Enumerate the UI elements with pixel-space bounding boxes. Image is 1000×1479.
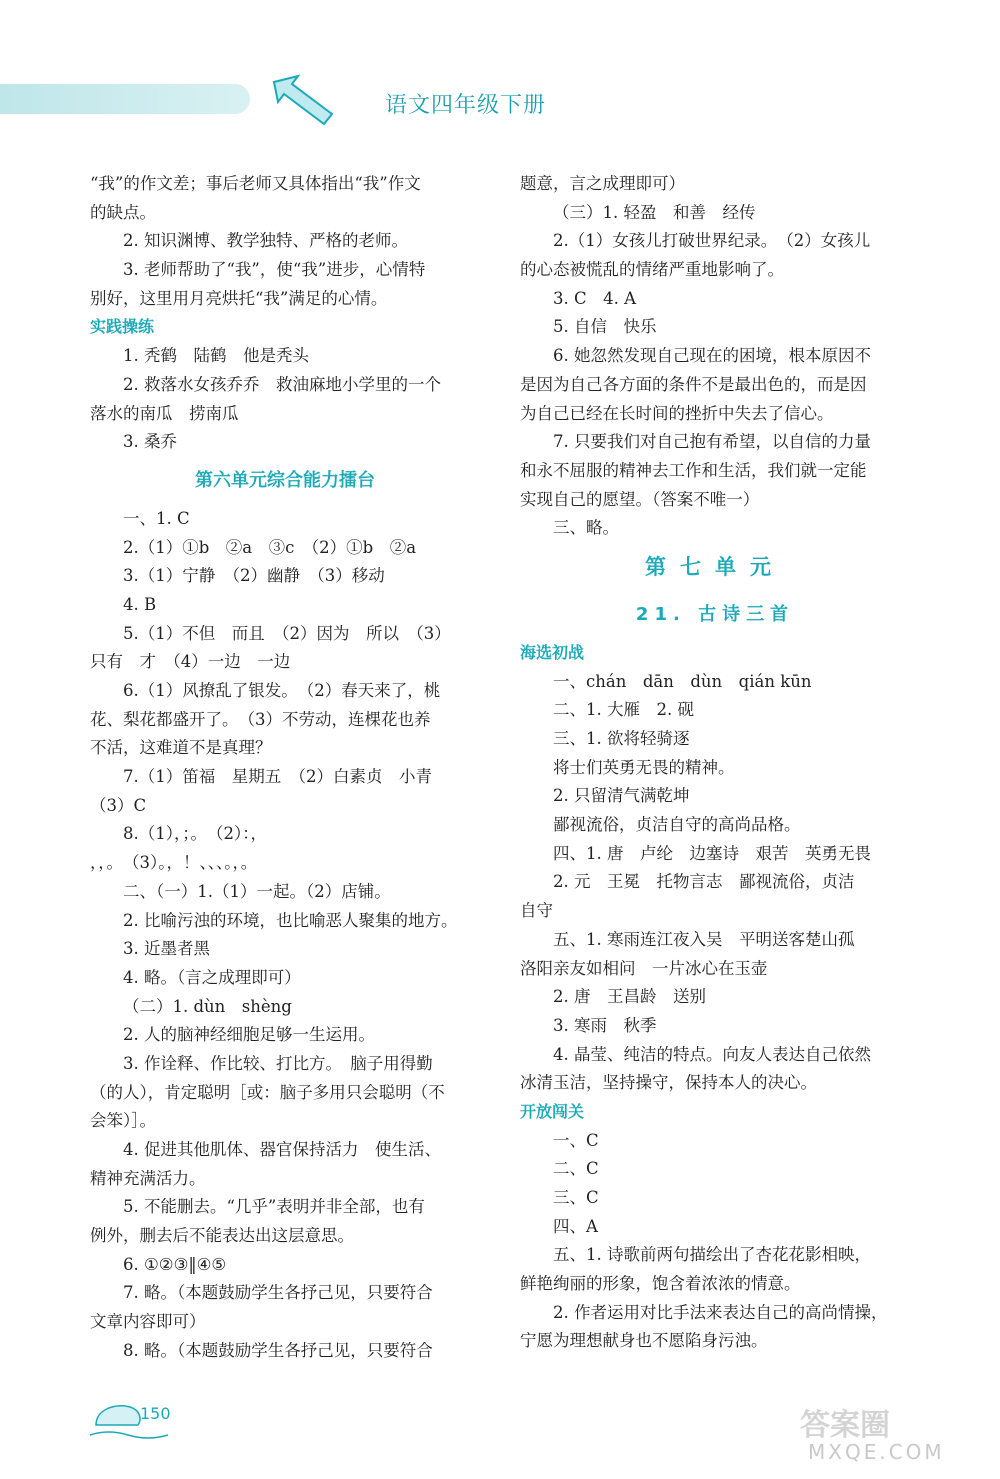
text-line: 实现自己的愿望。（答案不唯一） — [520, 489, 760, 509]
text-line: 3.（1）宁静 （2）幽静 （3）移动 — [123, 566, 385, 586]
text-line: 二、1. 大雁 2. 砚 — [553, 700, 694, 720]
text-line: 会笨）］。 — [90, 1111, 156, 1131]
watermark-url: MXQE.COM — [808, 1440, 945, 1464]
text-line: “我”的作文差；事后老师又具体指出“我”作文 — [90, 174, 421, 193]
text-line: 3. 老师帮助了“我”，使“我”进步，心情特 — [123, 260, 426, 280]
text-line: 4. 略。（言之成理即可） — [123, 967, 301, 987]
text-line: ，，。 （3）。，！、、、。，。 — [90, 853, 258, 873]
text-line: 2. 作者运用对比手法来表达自己的高尚情操， — [553, 1302, 888, 1322]
text-line: 四、1. 唐 卢纶 边塞诗 艰苦 英勇无畏 — [553, 843, 871, 863]
text-line: 为自己已经在长时间的挫折中失去了信心。 — [520, 403, 834, 423]
page-number: 150 — [140, 1404, 171, 1423]
text-line: 5. 不能删去。“几乎”表明并非全部，也有 — [123, 1197, 425, 1217]
text-line: 1. 秃鹤 陆鹤 他是秃头 — [123, 346, 309, 366]
watermark-logo: 答案圈 — [800, 1408, 890, 1443]
right-column — [520, 170, 910, 1356]
text-line: 自守 — [520, 901, 553, 921]
text-line: 2. 元 王冕 托物言志 鄙视流俗，贞洁 — [553, 872, 855, 892]
text-line: 例外，删去后不能表达出这层意思。 — [90, 1226, 354, 1246]
text-line: 洛阳亲友如相问 一片冰心在玉壶 — [520, 958, 768, 978]
unit-title: 第六单元综合能力擂台 — [195, 469, 375, 491]
text-line: 三、略。 — [553, 518, 619, 538]
text-line: 7.（1）笛福 星期五 （2）白素贞 小青 — [123, 767, 432, 787]
text-line: 三、1. 欲将轻骑逐 — [553, 729, 690, 748]
text-line: 四、A — [553, 1216, 598, 1236]
lesson-title: 21. 古诗三首 — [635, 603, 795, 625]
text-line: （三）1. 轻盈 和善 经传 — [553, 202, 756, 222]
text-line: 只有 才 （4）一边 一边 — [90, 652, 291, 672]
text-line: 精神充满活力。 — [90, 1168, 206, 1188]
text-line: 6. 她忽然发现自己现在的困境，根本原因不 — [553, 346, 871, 366]
text-line: 一、1. C — [123, 508, 190, 528]
section-heading: 海选初战 — [520, 642, 585, 662]
text-line: 将士们英勇无畏的精神。 — [553, 757, 735, 777]
text-line: 3. 寒雨 秋季 — [553, 1015, 657, 1035]
text-line: 3. C 4. A — [553, 288, 637, 308]
text-line: 2. 比喻污浊的环境，也比喻恶人聚集的地方。 — [123, 910, 458, 930]
text-line: 5.（1）不但 而且 （2）因为 所以 （3） — [123, 623, 451, 643]
text-line: 鲜艳绚丽的形象，饱含着浓浓的情意。 — [520, 1274, 801, 1294]
text-line: 是因为自己各方面的条件不是最出色的，而是因 — [520, 374, 867, 394]
text-line: 2. 救落水女孩乔乔 救油麻地小学里的一个 — [123, 374, 441, 394]
text-line: 二、（一）1.（1）一起。（2）店铺。 — [123, 881, 391, 901]
text-line: 2. 人的脑神经细胞足够一生运用。 — [123, 1025, 375, 1045]
text-line: 一、chán dān dùn qián kūn — [553, 671, 812, 691]
text-line: 五、1. 寒雨连江夜入吴 平明送客楚山孤 — [553, 929, 855, 949]
text-line: 落水的南瓜 捞南瓜 — [90, 403, 239, 423]
text-line: 4. 促进其他肌体、器官保持活力 使生活、 — [123, 1140, 441, 1159]
text-line: （的人），肯定聪明［或：脑子多用只会聪明（不 — [90, 1082, 445, 1102]
text-line: 2.（1）①b ②a ③c （2）①b ②a — [123, 537, 417, 557]
text-line: 7. 略。（本题鼓励学生各抒己见，只要符合 — [123, 1283, 433, 1303]
text-line: 4. 晶莹、纯洁的特点。向友人表达自己依然 — [553, 1044, 871, 1064]
text-line: 3. 桑乔 — [123, 432, 177, 452]
text-line: 不活，这难道不是真理？ — [90, 738, 272, 758]
section-heading: 开放闯关 — [520, 1101, 585, 1121]
text-line: （二）1. dùn shèng — [123, 996, 292, 1016]
text-line: 3. 近墨者黑 — [123, 939, 210, 959]
text-line: 4. B — [123, 594, 157, 614]
text-line: 一、C — [553, 1130, 599, 1150]
text-line: 的心态被慌乱的情绪严重地影响了。 — [520, 260, 784, 280]
text-line: 三、C — [553, 1188, 599, 1207]
header-title: 语文四年级下册 — [385, 93, 547, 118]
section-heading: 实践操练 — [90, 317, 155, 337]
text-line: 8. 略。（本题鼓励学生各抒己见，只要符合 — [123, 1340, 433, 1360]
arrow-icon — [268, 72, 338, 132]
text-line: 别好，这里用月亮烘托“我”满足的心情。 — [90, 288, 388, 308]
text-line: 6. ①②③‖④⑤ — [123, 1254, 227, 1274]
text-line: 5. 自信 快乐 — [553, 317, 657, 337]
text-line: 鄙视流俗，贞洁自守的高尚品格。 — [553, 815, 801, 835]
header-decoration-band — [0, 84, 250, 114]
text-line: 和永不屈服的精神去工作和生活，我们就一定能 — [520, 460, 867, 480]
text-line: 7. 只要我们对自己抱有希望，以自信的力量 — [553, 432, 871, 452]
text-line: 3. 作诠释、作比较、打比方。 脑子用得勤 — [123, 1053, 433, 1073]
unit-title: 第七单元 — [645, 554, 785, 579]
text-line: 冰清玉洁，坚持操守，保持本人的决心。 — [520, 1073, 817, 1093]
text-line: （3）C — [90, 795, 147, 815]
text-line: 宁愿为理想献身也不愿陷身污浊。 — [520, 1331, 768, 1351]
text-line: 2. 知识渊博、教学独特、严格的老师。 — [123, 231, 408, 251]
text-line: 2. 唐 王昌龄 送别 — [553, 987, 706, 1007]
text-line: 2. 只留清气满乾坤 — [553, 786, 690, 806]
text-line: 文章内容即可） — [90, 1312, 206, 1332]
text-line: 的缺点。 — [90, 202, 156, 222]
text-line: 8.（1），；。 （2）：， — [123, 824, 267, 844]
text-line: 2.（1）女孩儿打破世界纪录。 （2）女孩儿 — [553, 231, 871, 251]
text-line: 6.（1）风撩乱了银发。 （2）春天来了，桃 — [123, 681, 441, 700]
text-line: 花、梨花都盛开了。 （3）不劳动，连棵花也养 — [90, 709, 431, 729]
text-line: 二、C — [553, 1159, 599, 1179]
left-column — [90, 170, 480, 1366]
text-line: 题意，言之成理即可） — [520, 174, 685, 193]
text-line: 五、1. 诗歌前两句描绘出了杏花花影相映， — [553, 1245, 871, 1265]
